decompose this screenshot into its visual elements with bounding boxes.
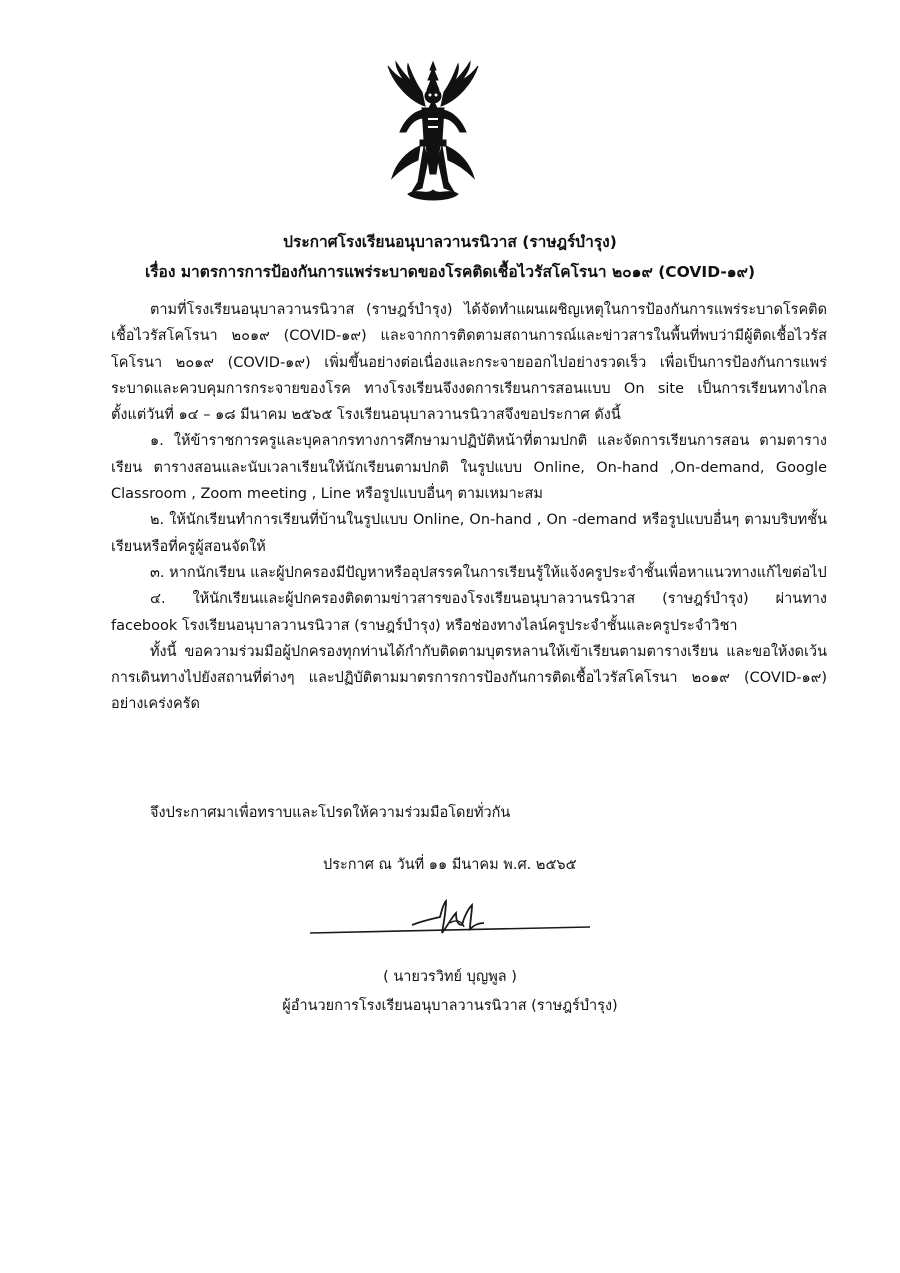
intro-paragraph: ตามที่โรงเรียนอนุบาลวานรนิวาส (ราษฎร์บำรุง) ได้จัดทำแผนเผชิญเหตุในการป้องกันการแพร่ระบาดโรคติดเชื้อไวรัสโคโรนา ๒๐๑๙ (COVID-๑๙) และจากการติดตามสถานการณ์และข่าวสารในพื้นที่พบว่ามีผู้ติดเชื้อไวรัสโคโรนา ๒๐๑๙ (COVID-๑๙) เพิ่มขึ้นอย่างต่อเนื่องและกระจายออกไปอย่างรวดเร็ว เพื่อเป็นการป้องกันการแพร่ระบาดและควบคุมการกระจายของโรค ทางโรงเรียนจึงงดการเรียนการสอนแบบ On site เป็นการเรียนทางไกล ตั้งแต่วันที่ ๑๔ – ๑๘ มีนาคม ๒๕๖๕ โรงเรียนอนุบาลวานรนิวาสจึงขอประกาศ ดังนี้	[111, 302, 827, 424]
signer-name: ( นายวรวิทย์ บุญพูล )	[383, 969, 517, 985]
document-subject: เรื่อง มาตรการการป้องกันการแพร่ระบาดของโรคติดเชื้อไวรัสโคโรนา ๒๐๑๙ (COVID-๑๙)	[144, 263, 756, 281]
measure-2: ๒. ให้นักเรียนทำการเรียนที่บ้านในรูปแบบ Online, On-hand , On -demand หรือรูปแบบอื่นๆ ตามบริบทชั้นเรียนหรือที่ครูผู้สอนจัดให้	[111, 512, 827, 555]
announcement-date: ประกาศ ณ วันที่ ๑๑ มีนาคม พ.ศ. ๒๕๖๕	[323, 857, 577, 873]
closing-line: จึงประกาศมาเพื่อทราบและโปรดให้ความร่วมมือโดยทั่วกัน	[150, 805, 511, 821]
signer-position: ผู้อำนวยการโรงเรียนอนุบาลวานรนิวาส (ราษฎร์บำรุง)	[282, 998, 618, 1014]
signature-icon	[300, 895, 600, 943]
announcement-body	[111, 297, 827, 718]
cooperation-paragraph: ทั้งนี้ ขอความร่วมมือผู้ปกครองทุกท่านได้กำกับติดตามบุตรหลานให้เข้าเรียนตามตารางเรียน และขอให้งดเว้นการเดินทางไปยังสถานที่ต่างๆ และปฏิบัติตามมาตรการการป้องกันการติดเชื้อไวรัสโคโรนา ๒๐๑๙ (COVID-๑๙) อย่างเคร่งครัด	[111, 643, 827, 713]
measure-3: ๓. หากนักเรียน และผู้ปกครองมีปัญหาหรืออุปสรรคในการเรียนรู้ให้แจ้งครูประจำชั้นเพื่อหาแนวทางแก้ไขต่อไป	[150, 564, 827, 581]
measure-1: ๑. ให้ข้าราชการครูและบุคลากรทางการศึกษามาปฏิบัติหน้าที่ตามปกติ และจัดการเรียนการสอน ตามตารางเรียน ตารางสอนและนับเวลาเรียนให้นักเรียนตามปกติ ในรูปแบบ Online, On-hand ,On-demand, Google Classroom , Zoom meeting , Line หรือรูปแบบอื่นๆ ตามเหมาะสม	[111, 433, 827, 503]
document-title: ประกาศโรงเรียนอนุบาลวานรนิวาส (ราษฎร์บำรุง)	[283, 233, 617, 251]
measure-4: ๔. ให้นักเรียนและผู้ปกครองติดตามข่าวสารของโรงเรียนอนุบาลวานรนิวาส (ราษฎร์บำรุง) ผ่านทาง facebook โรงเรียนอนุบาลวานรนิวาส (ราษฎร์บำรุง) หรือช่องทางไลน์ครูประจำชั้นและครูประจำวิชา	[111, 591, 827, 634]
garuda-emblem-icon	[378, 60, 488, 202]
